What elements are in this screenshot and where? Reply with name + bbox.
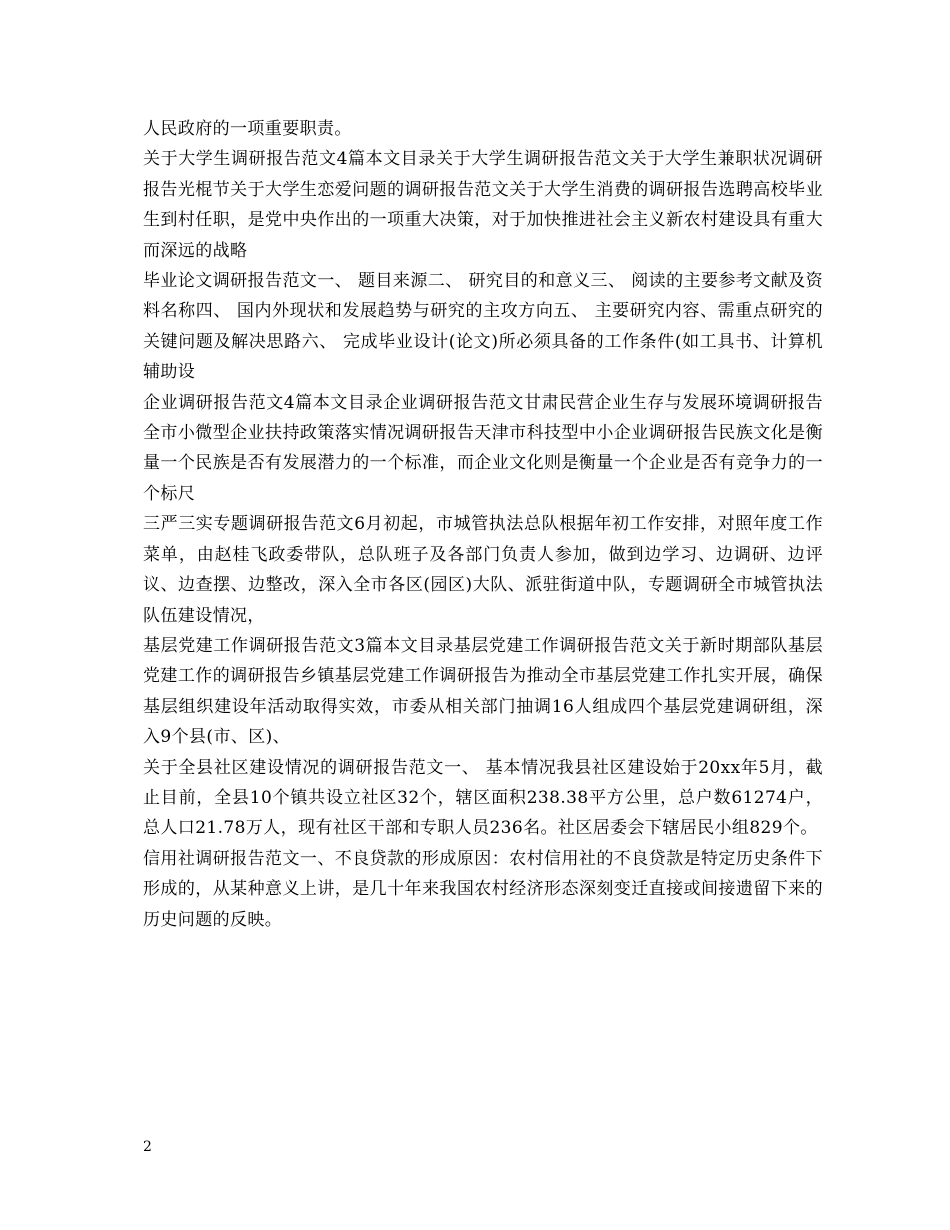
- paragraph-5: 三严三实专题调研报告范文6月初起，市城管执法总队根据年初工作安排，对照年度工作菜单，由赵桂飞政委带队，总队班子及各部门负责人参加，做到边学习、边调研、边评议、边查摆、边整改，深入全市各区(园区)大队、派驻街道中队，专题调研全市城管执法队伍建设情况，: [143, 514, 823, 626]
- paragraph-1: 人民政府的一项重要职责。: [143, 119, 352, 139]
- paragraph-7: 关于全县社区建设情况的调研报告范文一、 基本情况我县社区建设始于20xx年5月，截止目前，全县10个镇共设立社区32个，辖区面积238.38平方公里，总户数61274户，总人口21.78万人，现有社区干部和专职人员236名。社区居委会下辖居民小组829个。: [143, 757, 823, 839]
- page-number: 2: [143, 1139, 152, 1155]
- paragraph-6: 基层党建工作调研报告范文3篇本文目录基层党建工作调研报告范文关于新时期部队基层党建工作的调研报告乡镇基层党建工作调研报告为推动全市基层党建工作扎实开展，确保基层组织建设年活动取得实效，市委从相关部门抽调16人组成四个基层党建调研组，深入9个县(市、区)、: [143, 635, 823, 748]
- paragraph-8: 信用社调研报告范文一、不良贷款的形成原因：农村信用社的不良贷款是特定历史条件下形成的，从某种意义上讲，是几十年来我国农村经济形态深刻变迁直接或间接遗留下来的历史问题的反映。: [143, 848, 823, 930]
- paragraph-2: 关于大学生调研报告范文4篇本文目录关于大学生调研报告范文关于大学生兼职状况调研报告光棍节关于大学生恋爱问题的调研报告范文关于大学生消费的调研报告选聘高校毕业生到村任职，是党中央作出的一项重大决策，对于加快推进社会主义新农村建设具有重大而深远的战略: [143, 149, 823, 261]
- document-body: [143, 114, 823, 935]
- paragraph-4: 企业调研报告范文4篇本文目录企业调研报告范文甘肃民营企业生存与发展环境调研报告全市小微型企业扶持政策落实情况调研报告天津市科技型中小企业调研报告民族文化是衡量一个民族是否有发展潜力的一个标准，而企业文化则是衡量一个企业是否有竞争力的一个标尺: [143, 392, 823, 504]
- paragraph-3: 毕业论文调研报告范文一、 题目来源二、 研究目的和意义三、 阅读的主要参考文献及资料名称四、 国内外现状和发展趋势与研究的主攻方向五、 主要研究内容、需重点研究的关键问题及解决思路六、 完成毕业设计(论文)所必须具备的工作条件(如工具书、计算机辅助设: [143, 271, 823, 383]
